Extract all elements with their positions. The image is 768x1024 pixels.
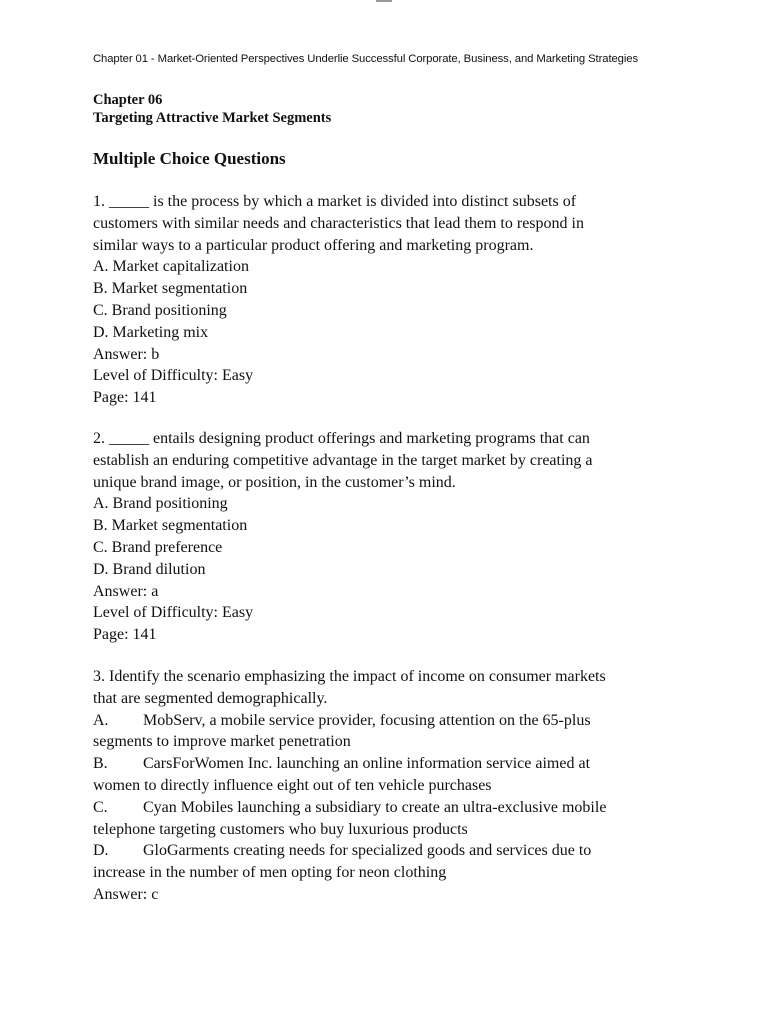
section-title: Multiple Choice Questions — [93, 149, 286, 168]
page-reference: Page: 141 — [93, 389, 157, 407]
option-c: C. Brand preference — [93, 538, 223, 556]
difficulty: Level of Difficulty: Easy — [93, 604, 254, 622]
option-b — [93, 753, 693, 775]
chapter-number: Chapter 06 — [93, 92, 163, 108]
page-top-mark — [376, 0, 392, 2]
question-3 — [93, 666, 693, 906]
question-stem-line: similar ways to a particular product offering and marketing program. — [93, 236, 534, 254]
option-text: GloGarments creating needs for specialized goods and services due to — [143, 842, 592, 860]
question-stem-line: establish an enduring competitive advantage in the target market by creating a — [93, 451, 593, 469]
chapter-heading — [93, 91, 331, 127]
answer: Answer: b — [93, 345, 160, 363]
question-1 — [93, 191, 693, 409]
answer: Answer: a — [93, 582, 159, 600]
option-c: C. Brand positioning — [93, 301, 227, 319]
option-d: D. Marketing mix — [93, 323, 209, 341]
option-d: D. Brand dilution — [93, 560, 206, 578]
question-stem-line: unique brand image, or position, in the customer’s mind. — [93, 473, 456, 491]
option-text-continued: telephone targeting customers who buy luxurious products — [93, 820, 468, 838]
question-stem-line: 2. _____ entails designing product offerings and marketing programs that can — [93, 430, 590, 447]
question-2 — [93, 428, 693, 646]
option-letter: C. — [93, 798, 108, 816]
option-text-continued: segments to improve market penetration — [93, 733, 351, 751]
option-d — [93, 840, 693, 862]
option-text-continued: women to directly influence eight out of ten vehicle purchases — [93, 776, 492, 794]
option-text-continued: increase in the number of men opting for neon clothing — [93, 864, 447, 882]
option-text: MobServ, a mobile service provider, focusing attention on the 65-plus — [143, 711, 591, 729]
option-text: CarsForWomen Inc. launching an online information service aimed at — [143, 755, 591, 773]
option-text: Cyan Mobiles launching a subsidiary to create an ultra-exclusive mobile — [143, 798, 607, 816]
running-header: Chapter 01 - Market-Oriented Perspectives Underlie Successful Corporate, Business, and Marketing Strategies — [93, 53, 638, 65]
question-stem-line: 3. Identify the scenario emphasizing the impact of income on consumer markets — [93, 668, 606, 685]
option-a — [93, 710, 693, 732]
question-stem-line: that are segmented demographically. — [93, 689, 328, 707]
chapter-title: Targeting Attractive Market Segments — [93, 110, 332, 126]
option-b: B. Market segmentation — [93, 517, 248, 535]
option-letter: D. — [93, 842, 109, 860]
option-letter: A. — [93, 711, 109, 729]
answer: Answer: c — [93, 885, 159, 903]
option-b: B. Market segmentation — [93, 280, 248, 298]
question-stem-line: customers with similar needs and characteristics that lead them to respond in — [93, 214, 584, 232]
page-reference: Page: 141 — [93, 626, 157, 644]
option-letter: B. — [93, 755, 108, 773]
option-a: A. Brand positioning — [93, 495, 228, 513]
option-c — [93, 797, 693, 819]
question-stem-line: 1. _____ is the process by which a market is divided into distinct subsets of — [93, 193, 577, 210]
difficulty: Level of Difficulty: Easy — [93, 367, 254, 385]
option-a: A. Market capitalization — [93, 258, 249, 276]
